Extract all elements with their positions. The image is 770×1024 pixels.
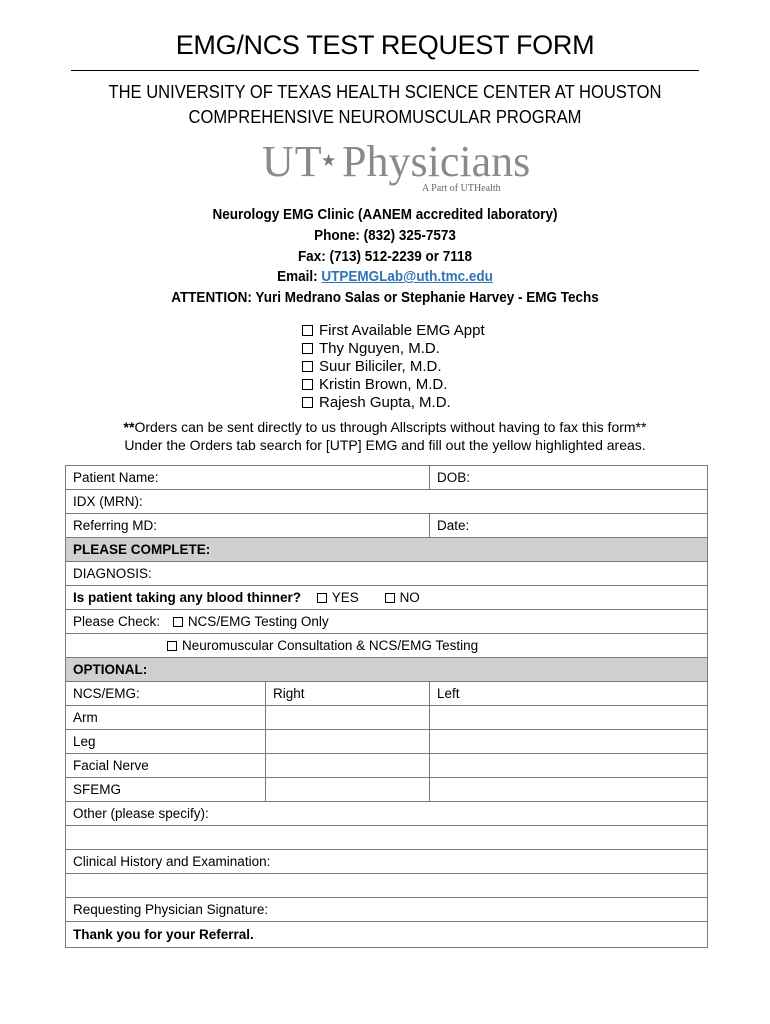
- diagnosis-field[interactable]: DIAGNOSIS:: [66, 562, 708, 586]
- email-label: Email:: [277, 268, 318, 285]
- row-label-leg: Leg: [66, 730, 266, 754]
- checkbox[interactable]: [302, 343, 313, 354]
- other-input[interactable]: [66, 826, 708, 850]
- checkbox[interactable]: [385, 593, 395, 603]
- table-row: [66, 706, 708, 730]
- thank-you-text: Thank you for your Referral.: [66, 922, 708, 948]
- consultation-option[interactable]: [167, 638, 478, 653]
- table-row: [66, 682, 708, 706]
- table-row: [66, 850, 708, 874]
- sfemg-right-cell[interactable]: [266, 778, 430, 802]
- ut-physicians-logo: [262, 137, 531, 198]
- row-label-facial-nerve: Facial Nerve: [66, 754, 266, 778]
- checkbox[interactable]: [302, 397, 313, 408]
- option-label: Neuromuscular Consultation & NCS/EMG Testing: [182, 638, 479, 653]
- option-label: NCS/EMG Testing Only: [187, 614, 329, 629]
- blood-thinner-question: Is patient taking any blood thinner?: [73, 590, 302, 605]
- note-text: Orders can be sent directly to us through Allscripts without having to fax this form**: [134, 419, 647, 435]
- table-row: [66, 466, 708, 490]
- logo-ut-text: UT: [262, 137, 323, 186]
- checkbox[interactable]: [173, 617, 183, 627]
- table-row: [66, 562, 708, 586]
- ncs-emg-only-option[interactable]: [173, 614, 329, 629]
- other-label: Other (please specify):: [66, 802, 708, 826]
- referring-md-field[interactable]: Referring MD:: [66, 514, 430, 538]
- provider-label: Kristin Brown, M.D.: [319, 376, 448, 393]
- table-row: [66, 778, 708, 802]
- table-row: [66, 538, 708, 562]
- clinic-name: Neurology EMG Clinic (AANEM accredited laboratory): [212, 206, 558, 223]
- date-field[interactable]: Date:: [430, 514, 708, 538]
- table-row: [66, 754, 708, 778]
- table-row: [66, 922, 708, 948]
- provider-option[interactable]: [302, 376, 447, 393]
- signature-field[interactable]: Requesting Physician Signature:: [66, 898, 708, 922]
- provider-label: First Available EMG Appt: [319, 322, 485, 339]
- logo-tagline: A Part of UTHealth: [422, 183, 501, 194]
- yes-option[interactable]: [317, 590, 359, 605]
- clinic-email-line: [39, 268, 732, 285]
- table-row: [66, 514, 708, 538]
- logo-physicians-text: Physicians: [342, 137, 531, 186]
- provider-option[interactable]: [302, 340, 440, 357]
- checkbox[interactable]: [167, 641, 177, 651]
- table-row: [66, 658, 708, 682]
- patient-name-field[interactable]: Patient Name:: [66, 466, 430, 490]
- please-check-label: Please Check:: [73, 614, 161, 629]
- form-title: EMG/NCS TEST REQUEST FORM: [175, 30, 595, 60]
- arm-right-cell[interactable]: [266, 706, 430, 730]
- no-option[interactable]: [385, 590, 420, 605]
- checkbox[interactable]: [302, 361, 313, 372]
- table-row: [66, 586, 708, 610]
- dob-field[interactable]: DOB:: [430, 466, 708, 490]
- row-label-arm: Arm: [66, 706, 266, 730]
- consultation-row: [66, 634, 708, 658]
- table-row: [66, 634, 708, 658]
- clinic-fax: Fax: (713) 512-2239 or 7118: [297, 248, 473, 265]
- provider-option[interactable]: [302, 394, 451, 411]
- left-column-header: Left: [430, 682, 708, 706]
- table-row: [66, 730, 708, 754]
- yes-label: YES: [331, 590, 359, 605]
- checkbox[interactable]: [317, 593, 327, 603]
- right-column-header: Right: [266, 682, 430, 706]
- clinical-history-input[interactable]: [66, 874, 708, 898]
- orders-tab-note: Under the Orders tab search for [UTP] EMG and fill out the yellow highlighted areas.: [124, 437, 646, 453]
- checkbox[interactable]: [302, 379, 313, 390]
- star-icon: ★: [321, 151, 337, 171]
- no-label: NO: [399, 590, 420, 605]
- program-name: COMPREHENSIVE NEUROMUSCULAR PROGRAM: [188, 107, 582, 127]
- row-label-sfemg: SFEMG: [66, 778, 266, 802]
- facial-nerve-right-cell[interactable]: [266, 754, 430, 778]
- email-link[interactable]: UTPEMGLab@uth.tmc.edu: [321, 268, 493, 285]
- table-row: [66, 610, 708, 634]
- clinical-history-label: Clinical History and Examination:: [66, 850, 708, 874]
- table-row: [66, 490, 708, 514]
- idx-field[interactable]: IDX (MRN):: [66, 490, 708, 514]
- please-complete-header: PLEASE COMPLETE:: [66, 538, 708, 562]
- provider-label: Suur Biliciler, M.D.: [319, 358, 442, 375]
- ncs-emg-label: NCS/EMG:: [66, 682, 266, 706]
- note-asterisks: **: [123, 419, 135, 435]
- allscripts-note: [0, 419, 770, 435]
- blood-thinner-row: [66, 586, 708, 610]
- sfemg-left-cell[interactable]: [430, 778, 708, 802]
- table-row: [66, 898, 708, 922]
- leg-left-cell[interactable]: [430, 730, 708, 754]
- leg-right-cell[interactable]: [266, 730, 430, 754]
- optional-header: OPTIONAL:: [66, 658, 708, 682]
- provider-option[interactable]: [302, 358, 442, 375]
- facial-nerve-left-cell[interactable]: [430, 754, 708, 778]
- table-row: [66, 826, 708, 850]
- arm-left-cell[interactable]: [430, 706, 708, 730]
- table-row: [66, 802, 708, 826]
- title-rule: [71, 70, 699, 71]
- provider-label: Rajesh Gupta, M.D.: [319, 394, 451, 411]
- provider-option[interactable]: [302, 322, 485, 339]
- attention-line: ATTENTION: Yuri Medrano Salas or Stephanie Harvey - EMG Techs: [171, 289, 599, 306]
- checkbox[interactable]: [302, 325, 313, 336]
- please-check-row: [66, 610, 708, 634]
- clinic-phone: Phone: (832) 325-7573: [314, 227, 456, 244]
- institution-name: THE UNIVERSITY OF TEXAS HEALTH SCIENCE CENTER AT HOUSTON: [108, 82, 662, 102]
- table-row: [66, 874, 708, 898]
- request-form-table: [65, 465, 708, 948]
- provider-label: Thy Nguyen, M.D.: [319, 340, 440, 357]
